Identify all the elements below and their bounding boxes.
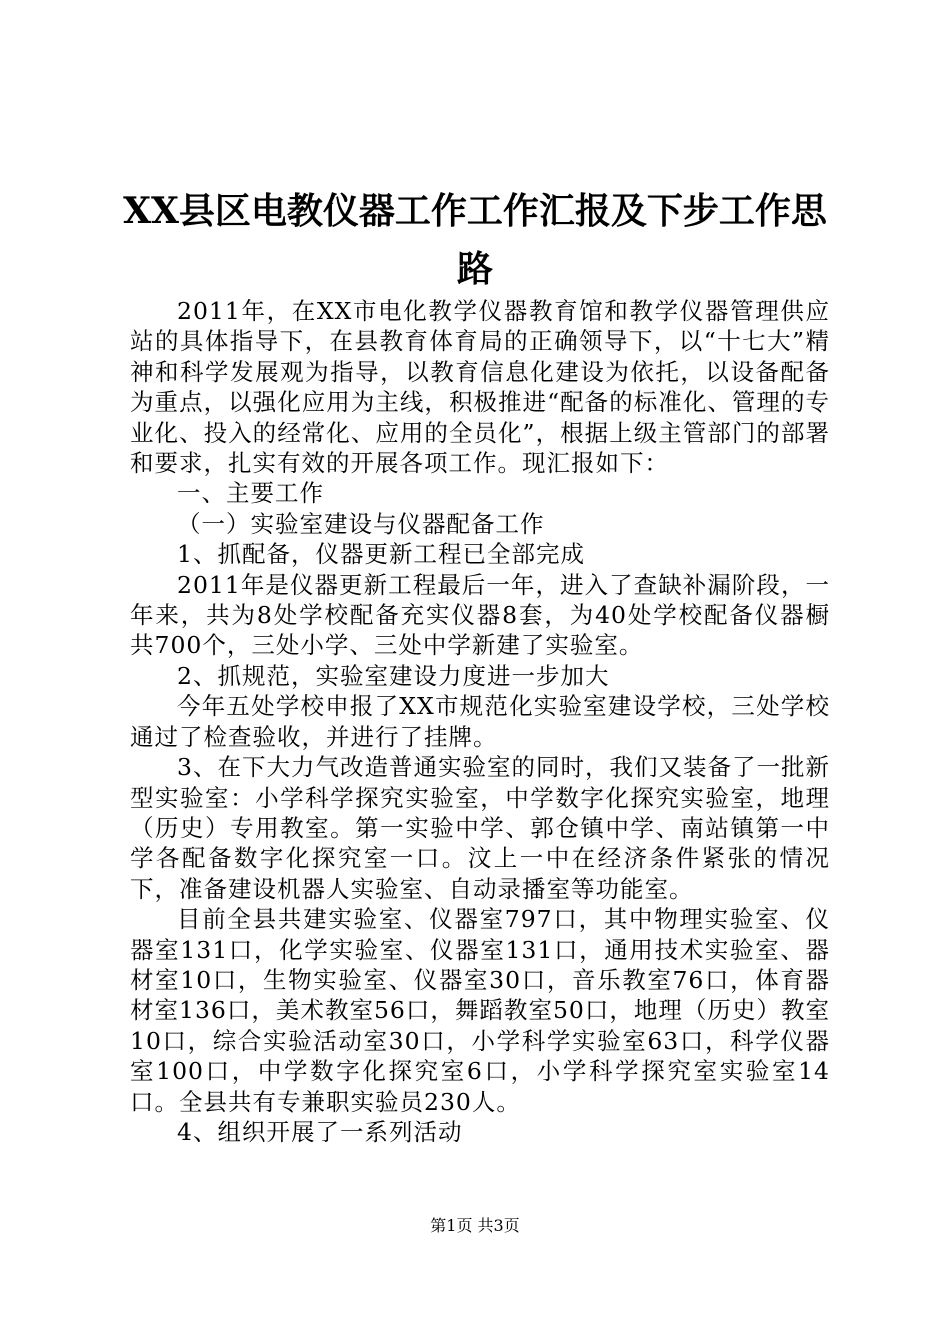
paragraph-new-labs: 3、在下大力气改造普通实验室的同时，我们又装备了一批新型实验室：小学科学探究实验室，中学数字化探究实验室，地理（历史）专用教室。第一实验中学、郭仓镇中学、南站镇第一中学各配备数字化探究室一口。汶上一中在经济条件紧张的情况下，准备建设机器人实验室、自动录播室等功能室。 [130, 753, 830, 903]
section-heading-main-work: 一、主要工作 [177, 479, 324, 508]
document-body [130, 296, 830, 1147]
paragraph-intro: 2011年，在XX市电化教学仪器教育馆和教学仪器管理供应站的具体指导下，在县教育体育局的正确领导下，以“十七大”精神和科学发展观为指导，以教育信息化建设为依托，以设备配备为重点，以强化应用为主线，积极推进“配备的标准化、管理的专业化、投入的经常化、应用的全员化”，根据上级主管部门的部署和要求，扎实有效的开展各项工作。现汇报如下： [130, 297, 830, 478]
item-heading-1: 1、抓配备，仪器更新工程已全部完成 [177, 540, 585, 569]
paragraph-lab-statistics: 目前全县共建实验室、仪器室797口，其中物理实验室、仪器室131口，化学实验室、仪器室131口，通用技术实验室、器材室10口，生物实验室、仪器室30口，音乐教室76口，体育器材室136口，美术教室56口，舞蹈教室50口，地理（历史）教室10口，综合实验活动室30口，小学科学实验室63口，科学仪器室100口，中学数字化探究室6口，小学科学探究室实验室14口。全县共有专兼职实验员230人。 [130, 905, 830, 1116]
item-heading-4: 4、组织开展了一系列活动 [177, 1117, 463, 1146]
page-number-footer: 第1页 共3页 [430, 1216, 520, 1235]
document-title: XX县区电教仪器工作工作汇报及下步工作思路 [123, 190, 827, 290]
paragraph-equipment-update: 2011年是仪器更新工程最后一年，进入了查缺补漏阶段，一年来，共为8处学校配备充实仪器8套，为40处学校配备仪器橱共700个，三处小学、三处中学新建了实验室。 [130, 570, 830, 660]
subsection-heading-lab-construction: （一）实验室建设与仪器配备工作 [177, 509, 545, 538]
item-heading-2: 2、抓规范，实验室建设力度进一步加大 [177, 661, 610, 690]
paragraph-standardized-labs: 今年五处学校申报了XX市规范化实验室建设学校，三处学校通过了检查验收，并进行了挂牌。 [130, 692, 830, 751]
